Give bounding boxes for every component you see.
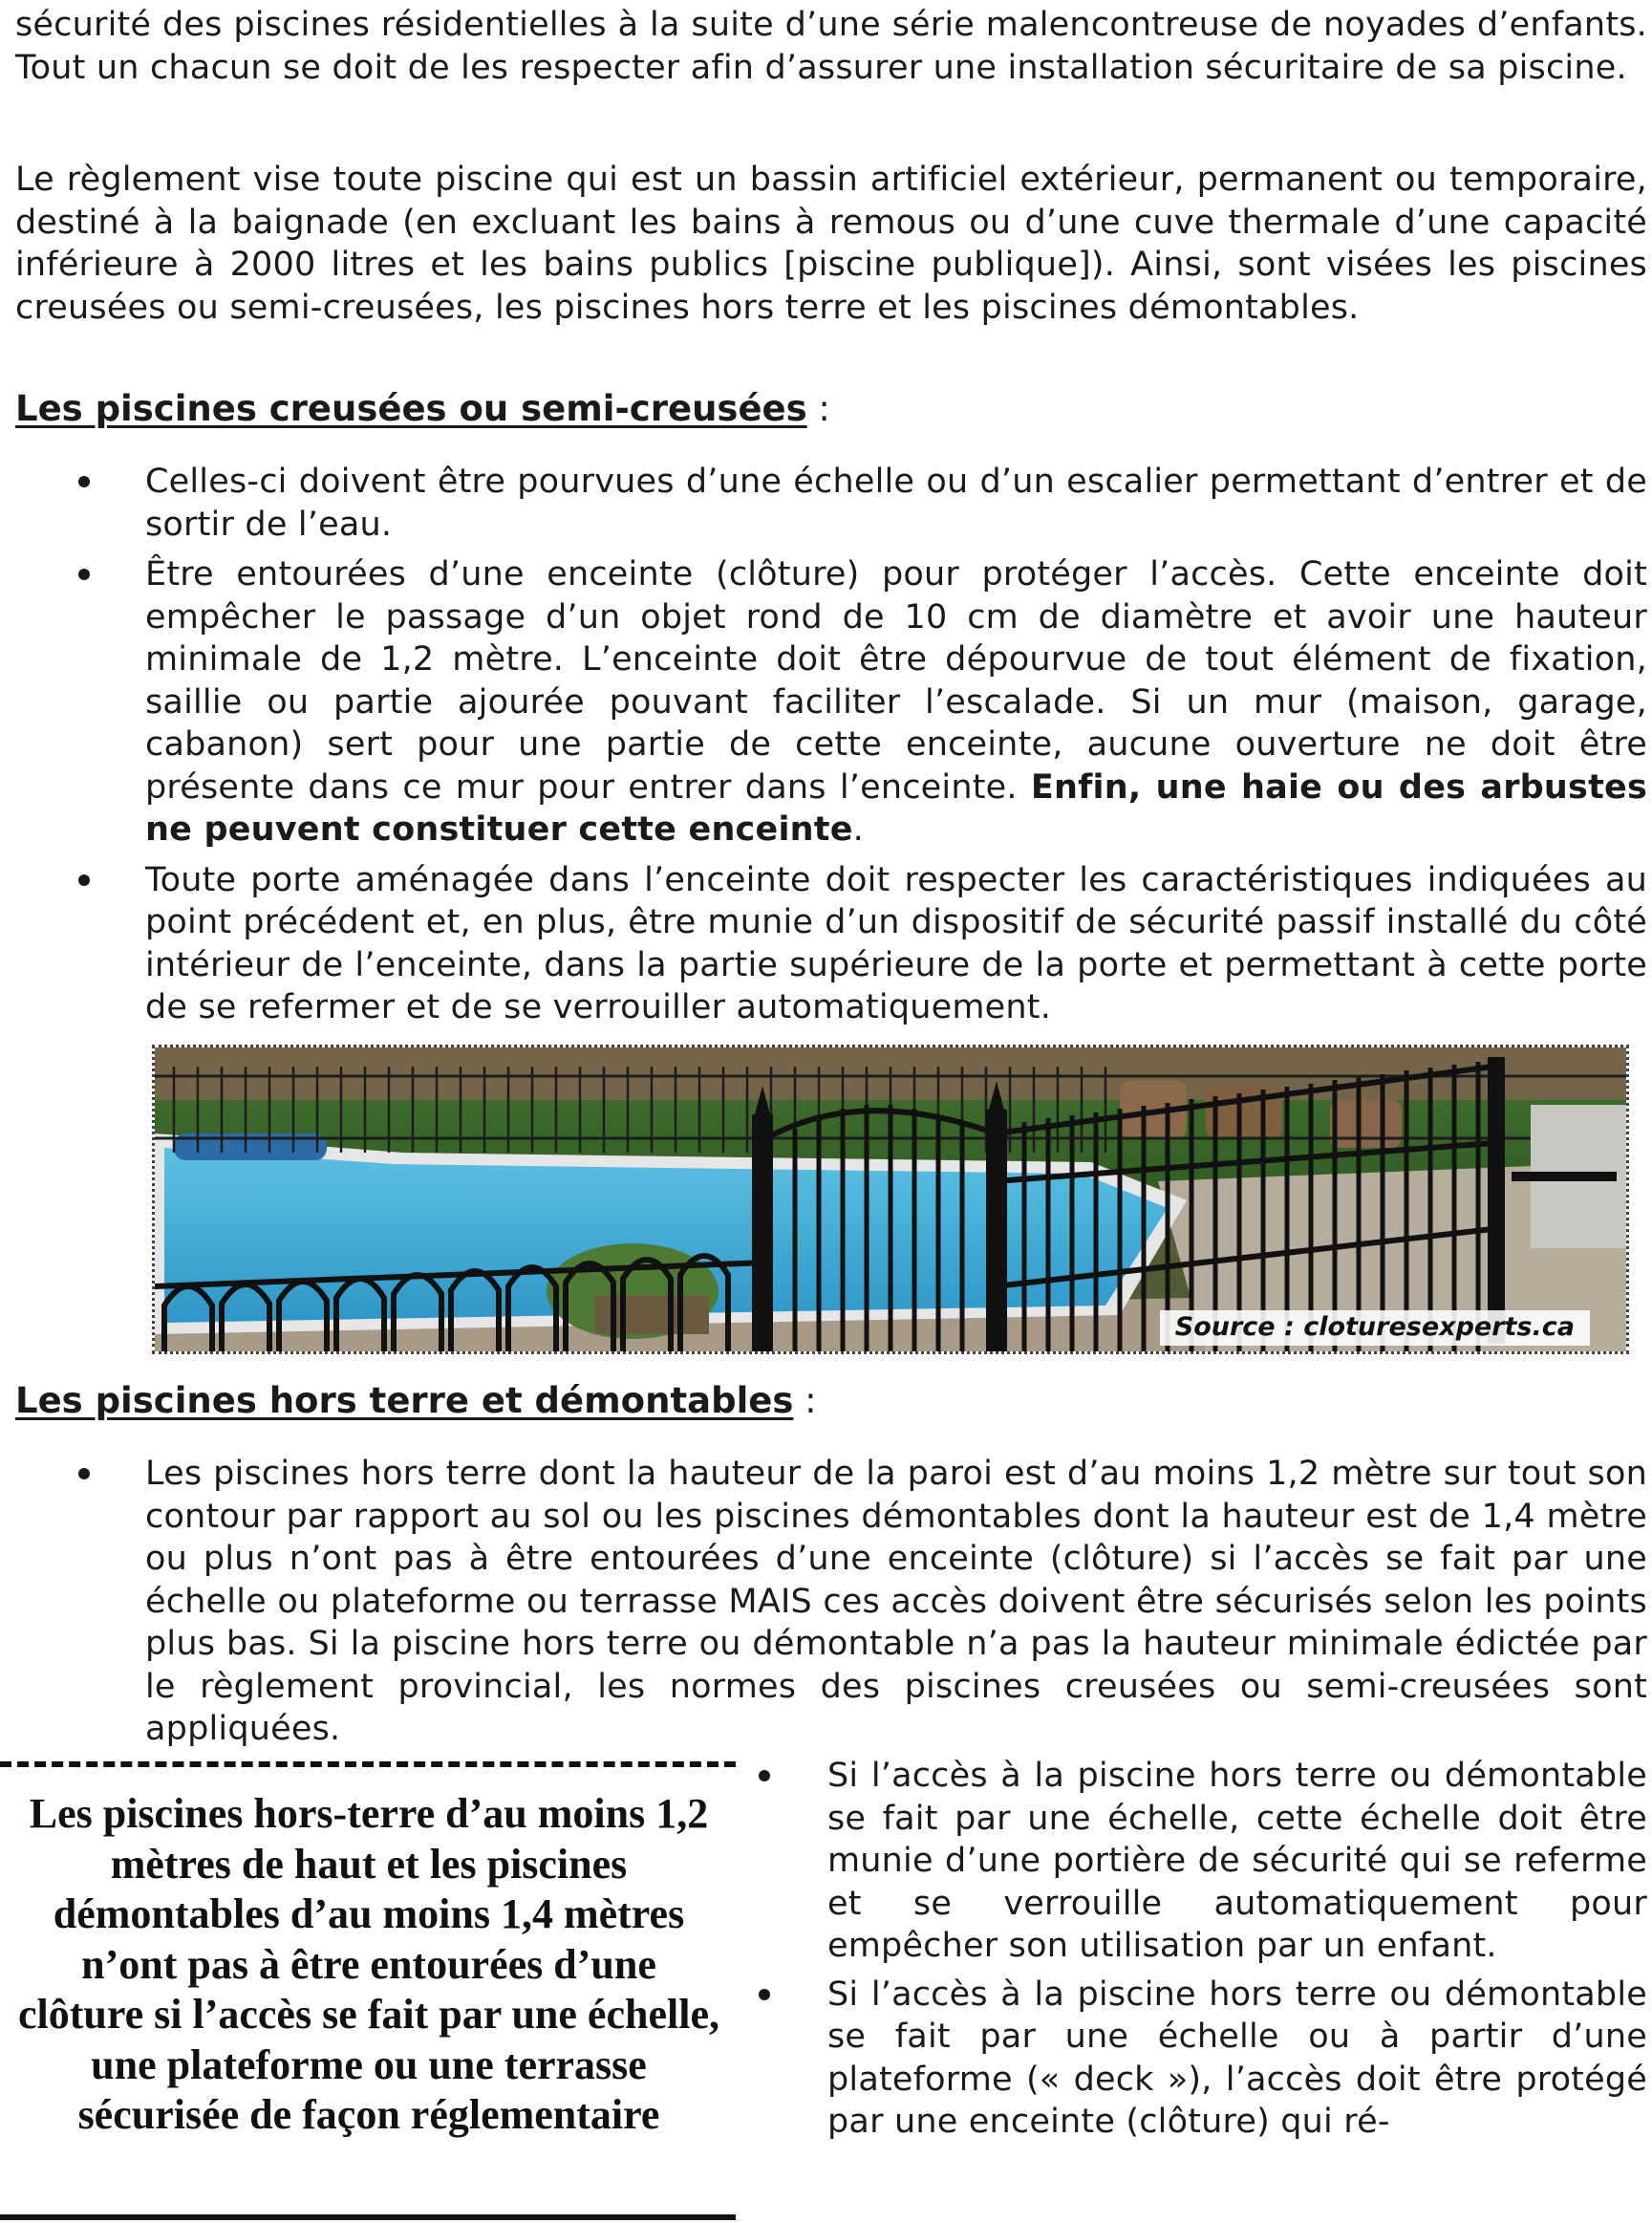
list-item bbox=[145, 553, 1647, 852]
heading-colon: : bbox=[793, 1380, 817, 1421]
bullet-icon bbox=[759, 1989, 770, 2000]
pool-fence-photo bbox=[152, 1045, 1629, 1354]
inground-bullet-list bbox=[145, 461, 1647, 1037]
pool-fence-illustration bbox=[155, 1047, 1626, 1351]
list-item bbox=[145, 1453, 1647, 1751]
intro-paragraph-2: Le règlement vise toute piscine qui est un bassin artificiel extérieur, permanent ou temporaire, destiné à la baignade (en excluant les bains à remous ou d’une cuve thermale d’une capacité inférieure à 2000 litres et les bains publics [piscine publique]). Ainsi, sont visées les piscines creusées ou semi-creusées, les piscines hors terre et les piscines démontables. bbox=[15, 161, 1647, 327]
list-item-text: Les piscines hors terre dont la hauteur de la paroi est d’au moins 1,2 mètre sur tout son contour par rapport au sol ou les piscines démontables dont la hauteur est de 1,4 mètre ou plus n’ont pas à être entourées d’une enceinte (clôture) si l’accès se fait par une échelle ou plateforme ou terrasse MAIS ces accès doivent être sécurisés selon les points plus bas. Si la piscine hors terre ou démontable n’a pas la hauteur minimale édictée par le règlement provincial, les normes des piscines creusées ou semi-creusées sont appliquées. bbox=[145, 1455, 1647, 1748]
section-heading-inground-text: Les piscines creusées ou semi-creusées bbox=[15, 388, 807, 429]
photo-credit: Source : cloturesexperts.ca bbox=[1160, 1310, 1590, 1346]
aboveground-bullet-list-continued bbox=[827, 1755, 1647, 2151]
list-item-text: Celles-ci doivent être pourvues d’une échelle ou d’un escalier permettant d’entrer et de sortir de l’eau. bbox=[145, 463, 1647, 544]
section-heading-aboveground-text: Les piscines hors terre et démontables bbox=[15, 1380, 794, 1421]
bullet-icon bbox=[78, 476, 90, 487]
bullet-icon bbox=[78, 874, 90, 886]
list-item bbox=[145, 461, 1647, 546]
section-heading-aboveground bbox=[15, 1380, 817, 1422]
list-item-text: Si l’accès à la piscine hors terre ou démontable se fait par une échelle ou à partir d’une plateforme (« deck »), l’accès doit être protégé par une enceinte (clôture) qui ré- bbox=[827, 1975, 1647, 2141]
bullet-icon bbox=[78, 1468, 90, 1479]
heading-colon: : bbox=[806, 388, 830, 429]
list-item-text: Si l’accès à la piscine hors terre ou démontable se fait par une échelle, cette échelle doit être munie d’une portière de sécurité qui se referme et se verrouille automatiquement pour empêcher son utilisation par un enfant. bbox=[827, 1757, 1647, 1965]
list-item-text: Toute porte aménagée dans l’enceinte doit respecter les caractéristiques indiquées au point précédent et, en plus, être munie d’un dispositif de sécurité passif installé du côté intérieur de l’enceinte, dans la partie supérieure de la porte et permettant à cette porte de se refermer et de se verrouiller automatiquement. bbox=[145, 860, 1647, 1026]
section-heading-inground bbox=[15, 388, 830, 430]
callout-top-border bbox=[0, 1761, 736, 1767]
callout-bottom-border bbox=[0, 2214, 736, 2220]
aboveground-bullet-list bbox=[145, 1453, 1647, 1759]
list-item bbox=[145, 859, 1647, 1029]
bullet-icon bbox=[78, 569, 90, 580]
list-item-bold-text: Enfin, une haie ou des arbustes ne peuvent constituer cette enceinte bbox=[145, 767, 1647, 849]
list-item-text: Être entourées d’une enceinte (clôture) pour protéger l’accès. Cette enceinte doit empêcher le passage d’un objet rond de 10 cm de diamètre et avoir une hauteur minimale de 1,2 mètre. L’enceinte doit être dépourvue de tout élément de fixation, saillie ou partie ajourée pouvant faciliter l’escalade. Si un mur (maison, garage, cabanon) sert pour une partie de cette enceinte, aucune ouverture ne doit être présente dans ce mur pour entrer dans l’enceinte. bbox=[145, 555, 1647, 807]
bullet-icon bbox=[759, 1770, 770, 1781]
list-item bbox=[827, 1974, 1647, 2144]
list-item bbox=[827, 1755, 1647, 1968]
list-item-end: . bbox=[852, 810, 864, 849]
callout-text: Les piscines hors-terre d’au moins 1,2 mètres de haut et les piscines démontables d’au moins 1,4 mètres n’ont pas à être entourées d’une clôture si l’accès se fait par une échelle, une plateforme ou une terrasse sécurisée de façon réglementaire bbox=[18, 1790, 719, 2138]
intro-paragraph-1: sécurité des piscines résidentielles à la suite d’une série malencontreuse de noyades d’enfants. Tout un chacun se doit de les respecter afin d’assurer une installation sécuritaire de sa piscine. bbox=[15, 6, 1647, 87]
